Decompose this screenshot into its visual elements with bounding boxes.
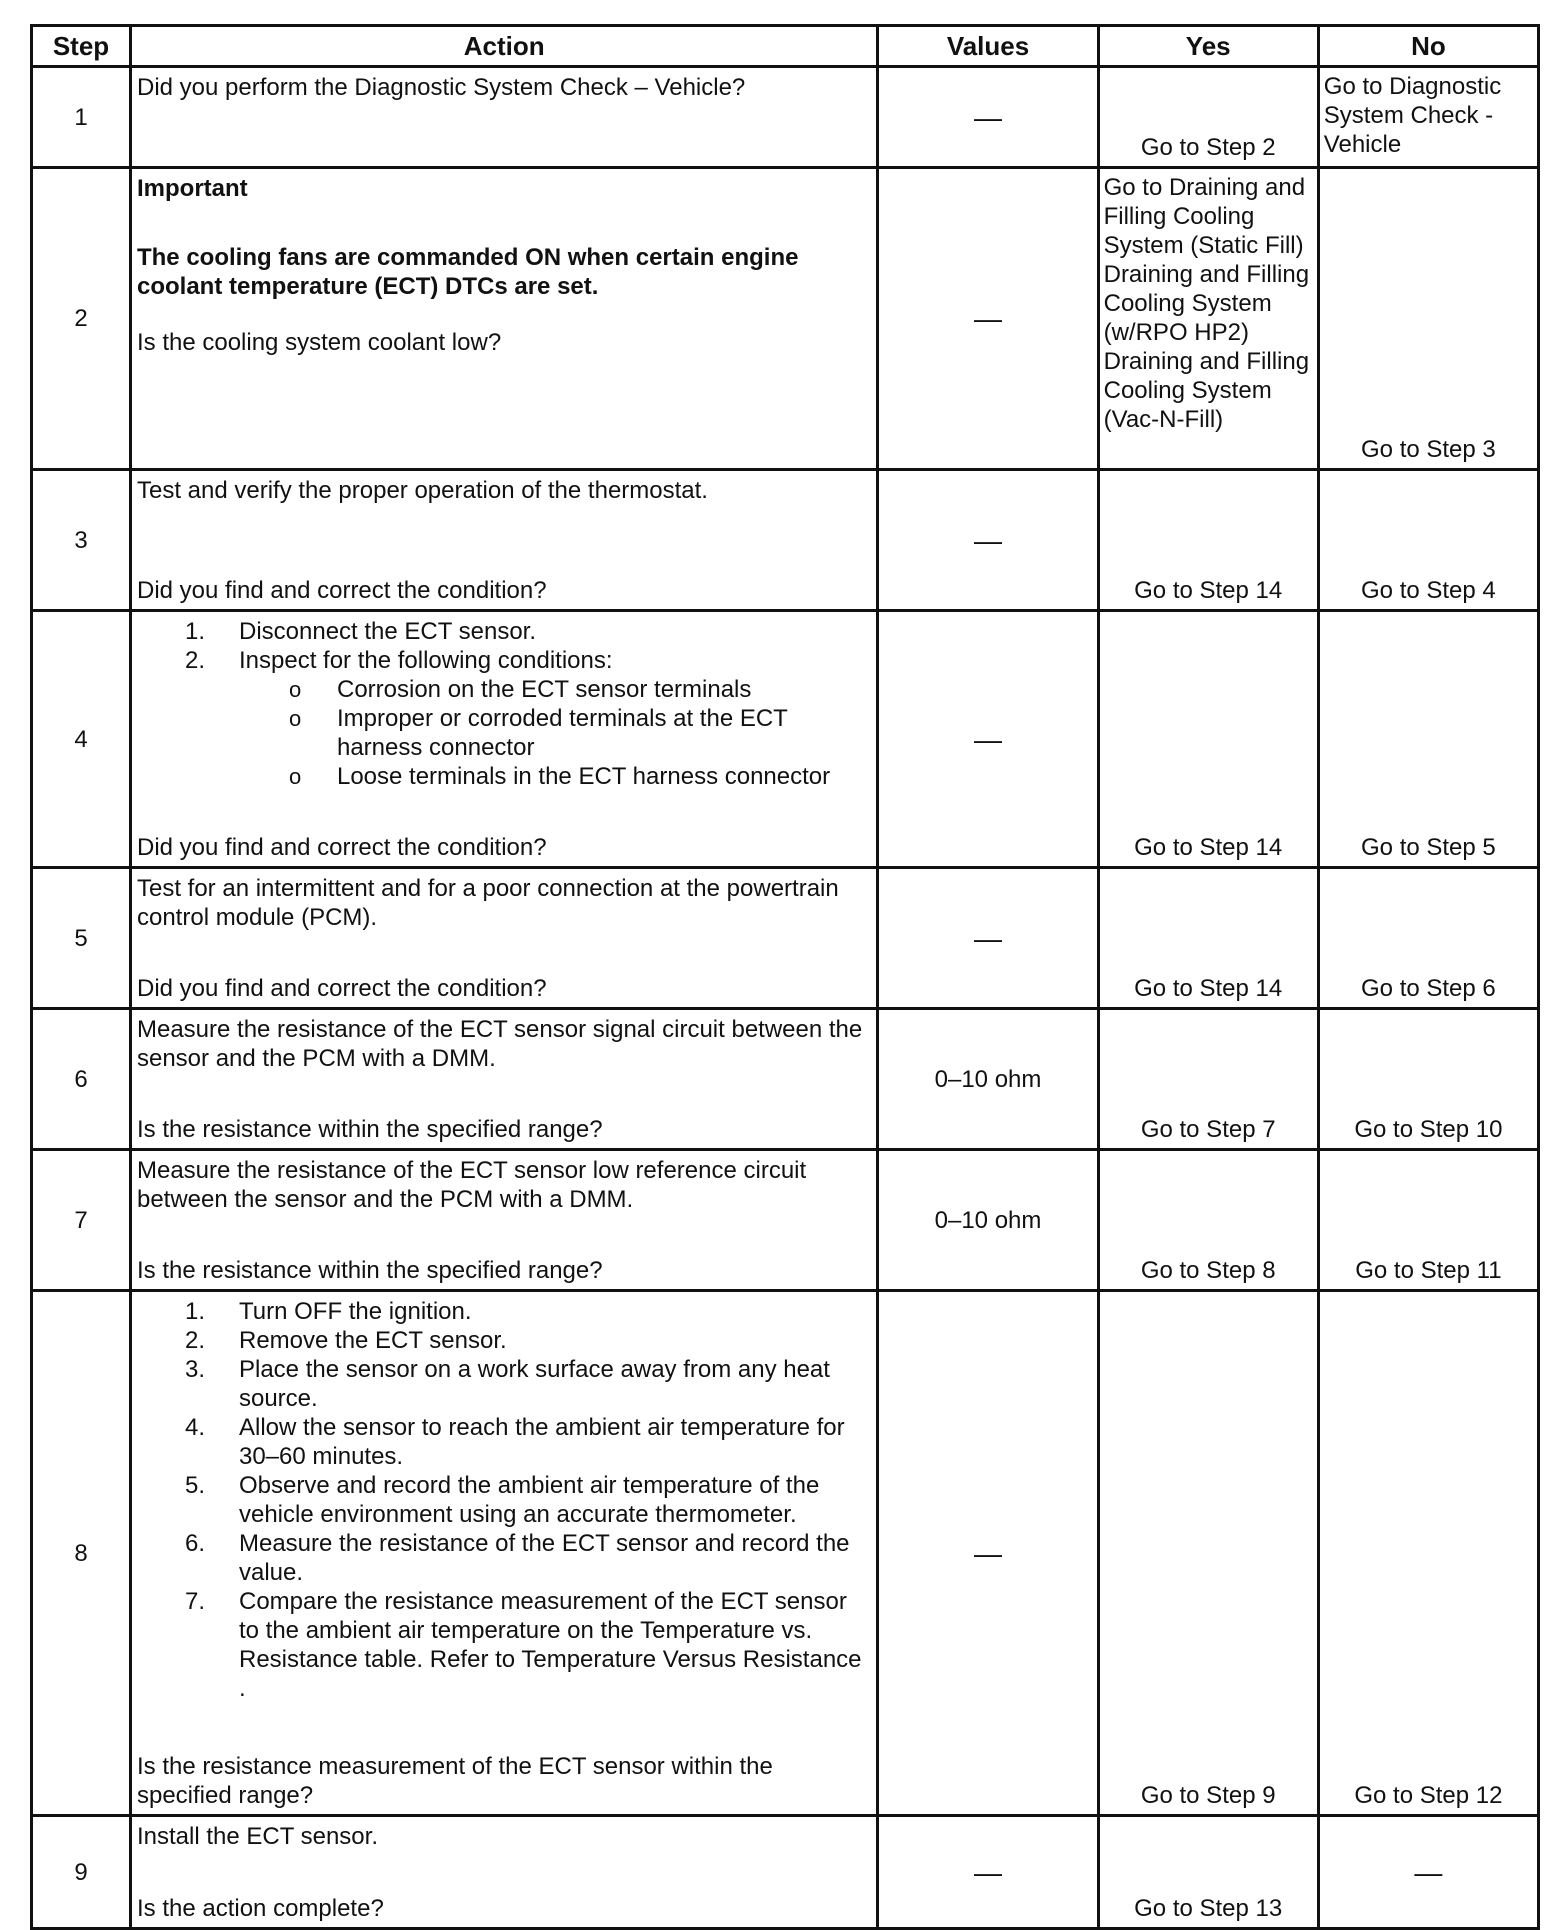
no-answer: Go to Step 6	[1361, 975, 1496, 1002]
no-cell	[1318, 611, 1538, 868]
action-question: Is the resistance measurement of the ECT sensor within the specified range?	[136, 1753, 773, 1809]
action-text: Test and verify the proper operation of the thermostat.	[136, 477, 708, 504]
step-number: 7	[32, 1150, 131, 1291]
table-row-step-6	[32, 1009, 1539, 1150]
action-cell	[130, 67, 877, 168]
values-cell: —	[878, 470, 1098, 611]
yes-answer: Go to Step 14	[1134, 834, 1283, 861]
no-answer: Go to Step 12	[1354, 1782, 1503, 1809]
yes-cell	[1098, 67, 1318, 168]
action-cell	[130, 1150, 877, 1291]
step-number: 4	[32, 611, 131, 868]
yes-answer: Go to Step 8	[1140, 1257, 1276, 1284]
no-cell	[1318, 470, 1538, 611]
list-item: 2. Remove the ECT sensor.	[184, 1327, 507, 1354]
values-cell: —	[878, 1291, 1098, 1816]
table-row-step-1	[32, 67, 1539, 168]
values-cell: —	[878, 868, 1098, 1009]
values-cell: —	[878, 611, 1098, 868]
action-question: Is the resistance within the specified range?	[136, 1116, 603, 1143]
values-cell: —	[878, 67, 1098, 168]
action-question: Did you find and correct the condition?	[136, 975, 547, 1002]
action-question: Is the action complete?	[136, 1895, 384, 1922]
yes-answer: Go to Step 7	[1140, 1116, 1276, 1143]
no-cell	[1318, 1009, 1538, 1150]
header-action: Action	[130, 26, 877, 67]
yes-answer: Go to Step 14	[1134, 577, 1283, 604]
list-item: 6. Measure the resistance of the ECT sensor and record the value.	[184, 1530, 850, 1586]
header-no: No	[1318, 26, 1538, 67]
action-cell	[130, 168, 877, 470]
action-question: Is the cooling system coolant low?	[136, 329, 502, 356]
values-cell: 0–10 ohm	[878, 1150, 1098, 1291]
yes-answer: Go to Step 14	[1134, 975, 1283, 1002]
no-cell	[1318, 1150, 1538, 1291]
action-cell	[130, 868, 877, 1009]
yes-cell	[1098, 1291, 1318, 1816]
diagnostic-table-sheet	[30, 24, 1540, 1930]
step-number: 8	[32, 1291, 131, 1816]
action-list	[137, 1297, 871, 1703]
list-item: o Loose terminals in the ECT harness connector	[288, 763, 831, 790]
header-row	[32, 26, 1539, 67]
yes-cell	[1098, 868, 1318, 1009]
no-cell: —	[1318, 1816, 1538, 1929]
list-item: 4. Allow the sensor to reach the ambient air temperature for 30–60 minutes.	[184, 1414, 845, 1470]
action-text: Install the ECT sensor.	[136, 1823, 378, 1850]
values-cell: —	[878, 1816, 1098, 1929]
action-cell	[130, 1291, 877, 1816]
action-question: Is the resistance within the specified range?	[136, 1257, 603, 1284]
important-label: Important	[136, 175, 248, 202]
header-values: Values	[878, 26, 1098, 67]
step-number: 5	[32, 868, 131, 1009]
table-row-step-5	[32, 868, 1539, 1009]
list-item: 7. Compare the resistance measurement of the ECT sensor to the ambient air temperature on the Temperature vs. Resistance table. Refer to Temperature Versus Resistance .	[184, 1588, 862, 1702]
list-item: 3. Place the sensor on a work surface away from any heat source.	[184, 1356, 830, 1412]
yes-cell	[1098, 168, 1318, 470]
diagnostic-table	[30, 24, 1540, 1930]
table-row-step-3	[32, 470, 1539, 611]
no-answer: Go to Step 4	[1361, 577, 1496, 604]
action-cell	[130, 470, 877, 611]
no-answer: Go to Step 3	[1361, 436, 1496, 463]
values-cell: 0–10 ohm	[878, 1009, 1098, 1150]
action-question: Did you find and correct the condition?	[136, 834, 547, 861]
table-row-step-7	[32, 1150, 1539, 1291]
action-cell	[130, 611, 877, 868]
yes-cell	[1098, 470, 1318, 611]
list-item: 1. Turn OFF the ignition.	[184, 1298, 472, 1325]
header-yes: Yes	[1098, 26, 1318, 67]
yes-cell	[1098, 1009, 1318, 1150]
action-cell	[130, 1009, 877, 1150]
header-step: Step	[32, 26, 131, 67]
list-item: 2. Inspect for the following conditions:	[184, 647, 613, 674]
no-cell	[1318, 67, 1538, 168]
yes-cell	[1098, 611, 1318, 868]
list-item: 5. Observe and record the ambient air temperature of the vehicle environment using an accurate thermometer.	[184, 1472, 820, 1528]
condition-list	[137, 675, 871, 791]
no-cell	[1318, 1291, 1538, 1816]
yes-answer: Go to Step 9	[1140, 1782, 1276, 1809]
table-row-step-8	[32, 1291, 1539, 1816]
action-text: Measure the resistance of the ECT sensor signal circuit between the sensor and the PCM with a DMM.	[136, 1016, 863, 1072]
action-text: Test for an intermittent and for a poor connection at the powertrain control module (PCM).	[136, 875, 839, 931]
list-item: o Corrosion on the ECT sensor terminals	[288, 676, 752, 703]
no-answer: Go to Step 10	[1354, 1116, 1503, 1143]
step-number: 3	[32, 470, 131, 611]
yes-answer: Go to Draining and Filling Cooling System (Static Fill) Draining and Filling Cooling System (w/RPO HP2) Draining and Filling Cooling System (Vac-N-Fill)	[1103, 174, 1310, 433]
step-number: 6	[32, 1009, 131, 1150]
action-list	[137, 617, 871, 675]
step-number: 1	[32, 67, 131, 168]
no-answer: Go to Step 11	[1355, 1257, 1502, 1284]
step-number: 9	[32, 1816, 131, 1929]
yes-cell	[1098, 1150, 1318, 1291]
values-cell: —	[878, 168, 1098, 470]
list-item: 1. Disconnect the ECT sensor.	[184, 618, 537, 645]
list-item: o Improper or corroded terminals at the ECT harness connector	[288, 705, 788, 761]
action-text: Measure the resistance of the ECT sensor low reference circuit between the sensor and the PCM with a DMM.	[136, 1157, 807, 1213]
no-cell	[1318, 868, 1538, 1009]
table-row-step-4	[32, 611, 1539, 868]
no-answer: Go to Diagnostic System Check - Vehicle	[1323, 73, 1502, 158]
no-cell	[1318, 168, 1538, 470]
table-row-step-2	[32, 168, 1539, 470]
step-number: 2	[32, 168, 131, 470]
action-question: Did you perform the Diagnostic System Check – Vehicle?	[136, 74, 746, 101]
yes-answer: Go to Step 13	[1134, 1895, 1283, 1922]
yes-answer: Go to Step 2	[1140, 134, 1276, 161]
action-question: Did you find and correct the condition?	[136, 577, 547, 604]
important-note: The cooling fans are commanded ON when certain engine coolant temperature (ECT) DTCs are set.	[136, 244, 799, 300]
no-answer: Go to Step 5	[1361, 834, 1496, 861]
